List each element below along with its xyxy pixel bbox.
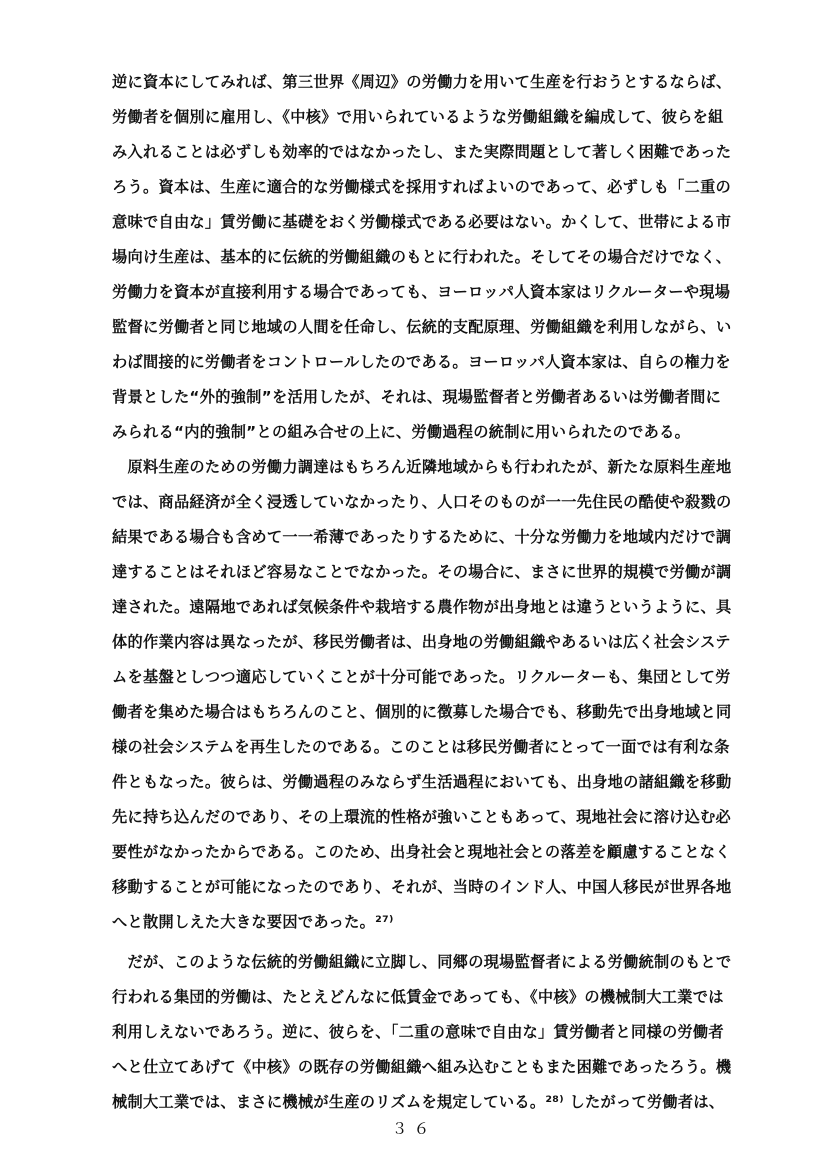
text-line: 働者を集めた場合はもちろんのこと、個別的に徴募した場合でも、移動先で出身地域と同 bbox=[112, 703, 732, 721]
text-line: 原料生産のための労働力調達はもちろん近隣地域からも行われたが、新たな原料生産地 bbox=[112, 458, 732, 476]
text-line: 労働者を個別に雇用し、《中核》で用いられているような労働組織を編成して、彼らを組 bbox=[112, 108, 724, 126]
text-line: では、商品経済が全く浸透していなかったり、人口そのものが一一先住民の酷使や殺戮の bbox=[112, 493, 732, 511]
text-line: わば間接的に労働者をコントロールしたのである。ヨーロッパ人資本家は、自らの権力を bbox=[112, 353, 731, 371]
text-line: 場向け生産は、基本的に伝統的労働組織のもとに行われた。そしてその場合だけでなく、 bbox=[112, 248, 732, 266]
text-line: みられる“内的強制”との組み合せの上に、労働過程の統制に用いられたのである。 bbox=[112, 423, 691, 441]
text-line: 移動することが可能になったのであり、それが、当時のインド人、中国人移民が世界各地 bbox=[112, 878, 732, 896]
text-line: 先に持ち込んだのであり、その上環流的性格が強いこともあって、現地社会に溶け込む必 bbox=[112, 808, 732, 826]
text-line: へと散開しえた大きな要因であった。²⁷⁾ bbox=[112, 913, 394, 931]
text-line: ムを基盤としつつ適応していくことが十分可能であった。リクルーターも、集団として労 bbox=[112, 668, 731, 686]
text-line: 様の社会システムを再生したのである。このことは移民労働者にとって一面では有利な条 bbox=[112, 738, 730, 756]
page-number: ３６ bbox=[391, 1119, 436, 1138]
text-line: 利用しえないであろう。逆に、彼らを、「二重の意味で自由な」賃労働者と同様の労働者 bbox=[112, 1023, 724, 1041]
text-line: 体的作業内容は異なったが、移民労働者は、出身地の労働組織やあるいは広く社会システ bbox=[112, 633, 731, 651]
text-line: 逆に資本にしてみれば、第三世界《周辺》の労働力を用いて生産を行おうとするならば、 bbox=[112, 73, 732, 91]
text-line: だが、このような伝統的労働組織に立脚し、同郷の現場監督者による労働統制のもとで bbox=[112, 953, 732, 971]
text-line: 背景とした“外的強制”を活用したが、それは、現場監督者と労働者あるいは労働者間に bbox=[112, 388, 722, 406]
text-line: 要性がなかったからである。このため、出身社会と現地社会との落差を顧慮することなく bbox=[112, 843, 731, 861]
text-line: 達することはそれほど容易なことでなかった。その場合に、まさに世界的規模で労働が調 bbox=[112, 563, 732, 581]
text-line: ろう。資本は、生産に適合的な労働様式を採用すればよいのであって、必ずしも「二重の bbox=[112, 178, 732, 196]
text-line: 意味で自由な」賃労働に基礎をおく労働様式である必要はない。かくして、世帯による市 bbox=[112, 213, 732, 231]
text-line: 結果である場合も含めて一一希薄であったりするために、十分な労働力を地域内だけで調 bbox=[112, 528, 732, 546]
text-line: 行われる集団的労働は、たとえどんなに低賃金であっても、《中核》の機械制大工業では bbox=[112, 988, 724, 1006]
text-line: 監督に労働者と同じ地域の人間を任命し、伝統的支配原理、労働組織を利用しながら、い bbox=[112, 318, 732, 336]
text-line: 労働力を資本が直接利用する場合であっても、ヨーロッパ人資本家はリクルーターや現場 bbox=[112, 283, 731, 301]
text-line: へと仕立てあげて《中核》の既存の労働組織へ組み込むこともまた困難であったろう。機 bbox=[112, 1058, 732, 1076]
text-line: 達された。遠隔地であれば気候条件や栽培する農作物が出身地とは違うというように、具 bbox=[112, 598, 732, 616]
text-line: 械制大工業では、まさに機械が生産のリズムを規定している。²⁸⁾ したがって労働者は、 bbox=[112, 1093, 725, 1111]
text-line: み入れることは必ずしも効率的ではなかったし、また実際問題として著しく困難であった bbox=[112, 143, 732, 161]
text-line: 件ともなった。彼らは、労働過程のみならず生活過程においても、出身地の諸組織を移動 bbox=[112, 773, 732, 791]
